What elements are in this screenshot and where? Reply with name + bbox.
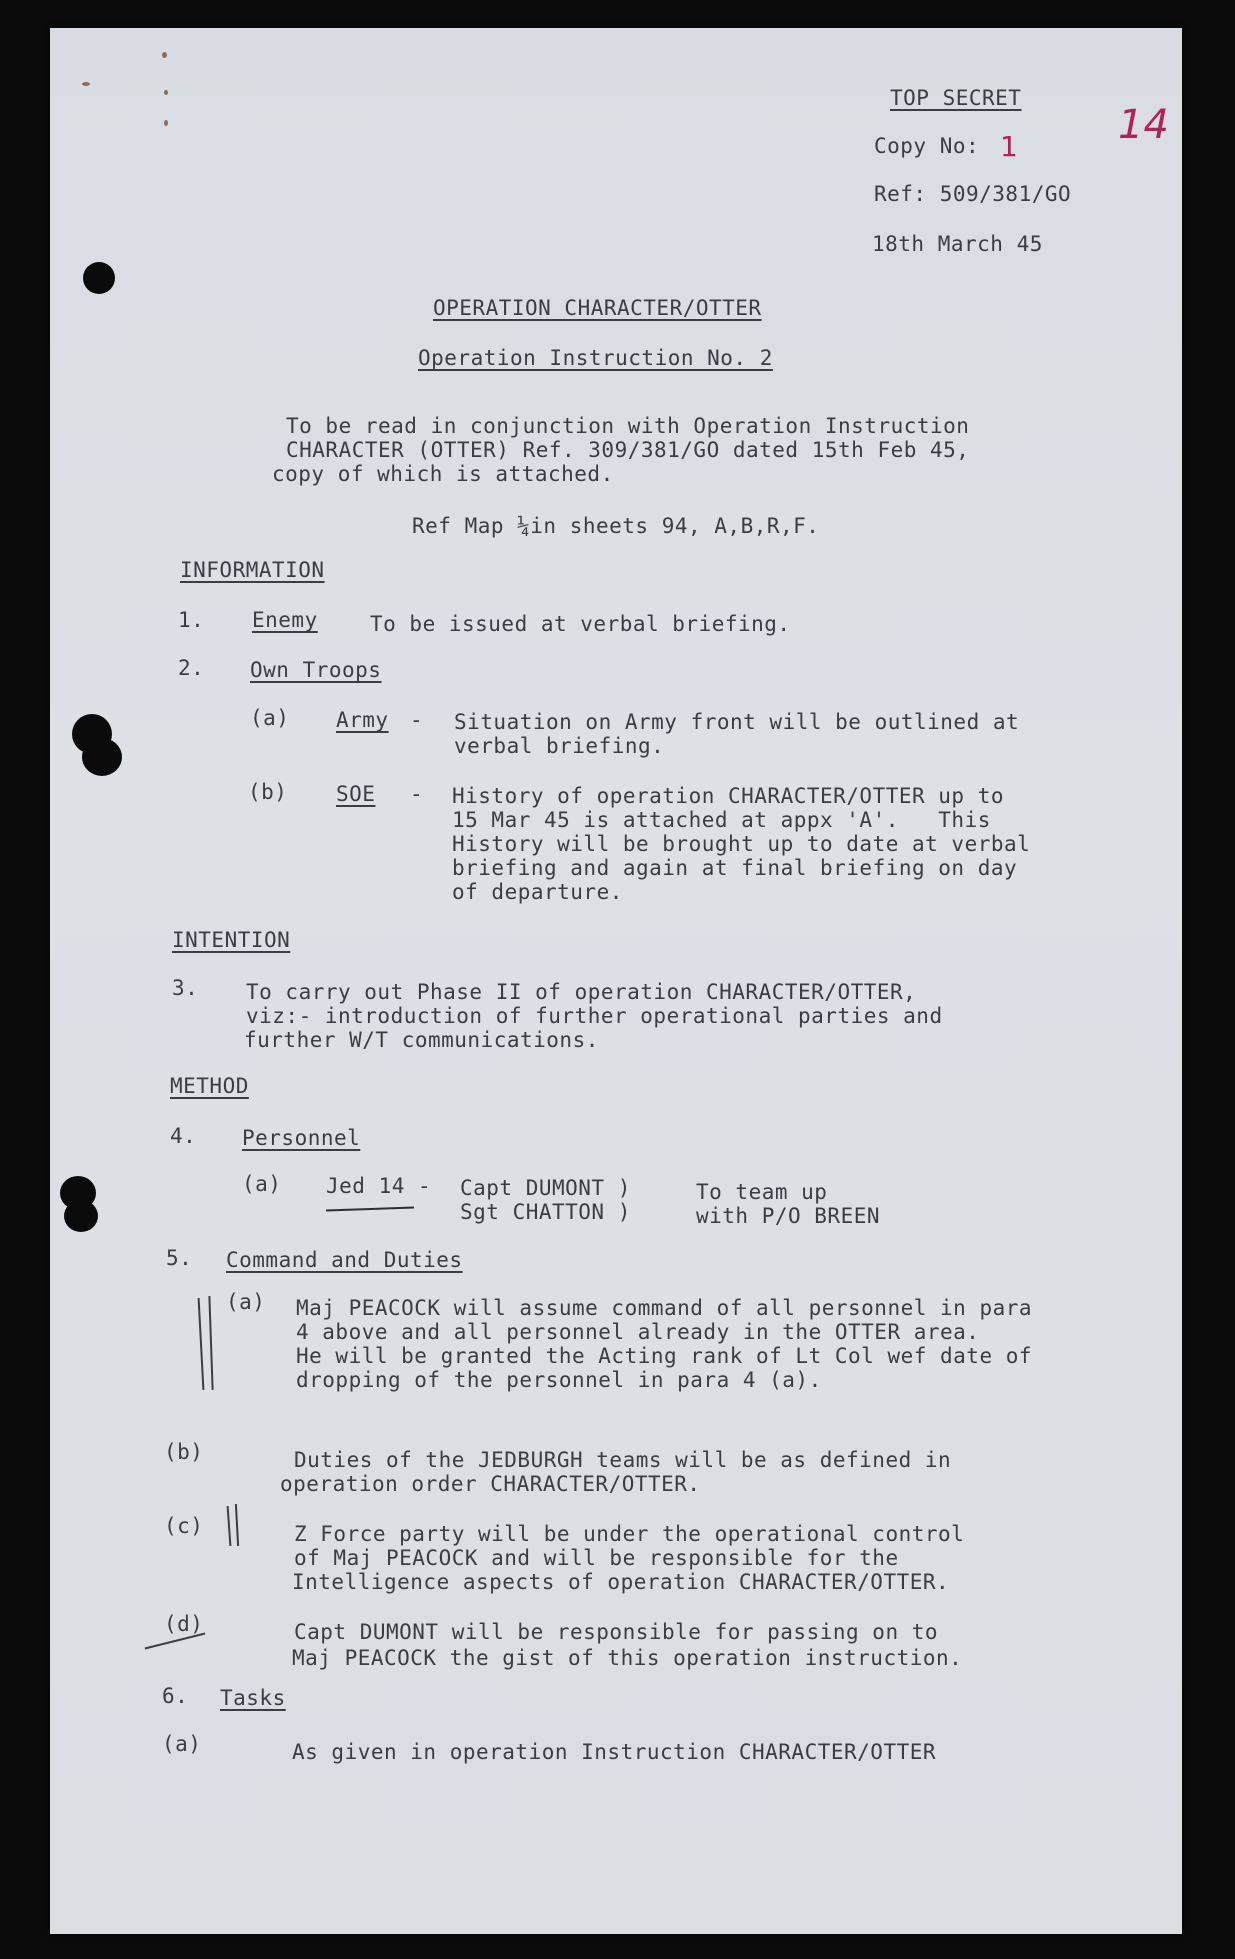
subpara-letter: (a) — [162, 1732, 202, 1756]
subpara-letter: (c) — [164, 1514, 204, 1538]
para-label: Tasks — [220, 1686, 286, 1710]
section-heading-intention: INTENTION — [172, 928, 291, 952]
ref-map: Ref Map ¼in sheets 94, A,B,R,F. — [412, 514, 820, 538]
subpara-line: Intelligence aspects of operation CHARACTER/OTTER. — [292, 1570, 950, 1594]
copy-number: 1 — [1000, 130, 1018, 163]
pencil-margin-mark — [235, 1504, 239, 1546]
punch-hole-torn-upper-b — [82, 738, 122, 776]
section-heading-information: INFORMATION — [180, 558, 325, 582]
para-label: Command and Duties — [226, 1248, 463, 1272]
rust-mark — [164, 120, 168, 126]
subpara-dash: - — [410, 782, 424, 806]
team-note: with P/O BREEN — [696, 1204, 881, 1228]
pencil-margin-mark — [208, 1296, 213, 1390]
subpara-line: Maj PEACOCK will assume command of all personnel in para — [296, 1296, 1033, 1320]
para-text: To be issued at verbal briefing. — [370, 612, 791, 636]
subpara-letter: (b) — [164, 1440, 204, 1464]
subpara-letter: (a) — [250, 706, 290, 730]
subpara-dash: - — [410, 708, 424, 732]
subpara-line: operation order CHARACTER/OTTER. — [280, 1472, 701, 1496]
personnel-name: Capt DUMONT ) — [460, 1176, 631, 1200]
punch-hole-top — [83, 262, 115, 294]
team-note: To team up — [696, 1180, 828, 1204]
para-line: viz:- introduction of further operational parties and — [246, 1004, 943, 1028]
subpara-letter: (d) — [164, 1612, 204, 1636]
document-page — [50, 28, 1182, 1934]
subpara-line: Situation on Army front will be outlined at — [454, 710, 1020, 734]
subpara-line: dropping of the personnel in para 4 (a). — [296, 1368, 822, 1392]
para-number: 1. — [178, 608, 205, 632]
subpara-line: History of operation CHARACTER/OTTER up to — [452, 784, 1005, 808]
subpara-line: of departure. — [452, 880, 623, 904]
subpara-letter: (a) — [242, 1172, 282, 1196]
para-number: 5. — [166, 1246, 193, 1270]
rust-mark — [82, 82, 90, 86]
pencil-margin-mark — [198, 1298, 205, 1390]
para-number: 6. — [162, 1684, 189, 1708]
subpara-line: 15 Mar 45 is attached at appx 'A'. This — [452, 808, 991, 832]
team-name: Jed 14 - — [326, 1174, 432, 1198]
subpara-label: Army — [336, 708, 389, 732]
para-number: 3. — [172, 976, 199, 1000]
subpara-line: verbal briefing. — [454, 734, 665, 758]
subpara-line: Capt DUMONT will be responsible for passing on to — [294, 1620, 939, 1644]
subpara-line: He will be granted the Acting rank of Lt Col wef date of — [296, 1344, 1033, 1368]
rust-mark — [162, 52, 167, 58]
para-label: Enemy — [252, 608, 318, 632]
document-date: 18th March 45 — [872, 232, 1043, 256]
intro-line: CHARACTER (OTTER) Ref. 309/381/GO dated 15th Feb 45, — [286, 438, 970, 462]
intro-line: To be read in conjunction with Operation Instruction — [286, 414, 970, 438]
para-line: To carry out Phase II of operation CHARACTER/OTTER, — [246, 980, 917, 1004]
punch-hole-torn-lower-b — [64, 1200, 98, 1232]
operation-title: OPERATION CHARACTER/OTTER — [433, 296, 762, 320]
subpara-line: 4 above and all personnel already in the OTTER area. — [296, 1320, 980, 1344]
para-number: 2. — [178, 656, 205, 680]
subpara-line: Duties of the JEDBURGH teams will be as defined in — [294, 1448, 952, 1472]
para-number: 4. — [170, 1124, 197, 1148]
subpara-line: History will be brought up to date at verbal — [452, 832, 1031, 856]
instruction-title: Operation Instruction No. 2 — [418, 346, 773, 370]
subpara-line: briefing and again at final briefing on day — [452, 856, 1018, 880]
section-heading-method: METHOD — [170, 1074, 249, 1098]
subpara-label: SOE — [336, 782, 376, 806]
rust-mark — [164, 90, 168, 95]
reference: Ref: 509/381/GO — [874, 182, 1072, 206]
subpara-line: of Maj PEACOCK and will be responsible for the — [294, 1546, 899, 1570]
subpara-letter: (b) — [248, 780, 288, 804]
subpara-letter: (a) — [226, 1290, 266, 1314]
handwritten-underline — [326, 1206, 414, 1211]
copy-label: Copy No: — [874, 134, 980, 158]
folio-number: 14 — [1118, 102, 1169, 148]
intro-line: copy of which is attached. — [272, 462, 614, 486]
para-label: Own Troops — [250, 658, 382, 682]
classification: TOP SECRET — [890, 86, 1022, 110]
subpara-line: Maj PEACOCK the gist of this operation instruction. — [292, 1646, 963, 1670]
subpara-line: Z Force party will be under the operational control — [294, 1522, 965, 1546]
subpara-line: As given in operation Instruction CHARACTER/OTTER — [292, 1740, 937, 1764]
personnel-name: Sgt CHATTON ) — [460, 1200, 631, 1224]
para-line: further W/T communications. — [244, 1028, 599, 1052]
para-label: Personnel — [242, 1126, 361, 1150]
pencil-margin-mark — [227, 1506, 232, 1546]
